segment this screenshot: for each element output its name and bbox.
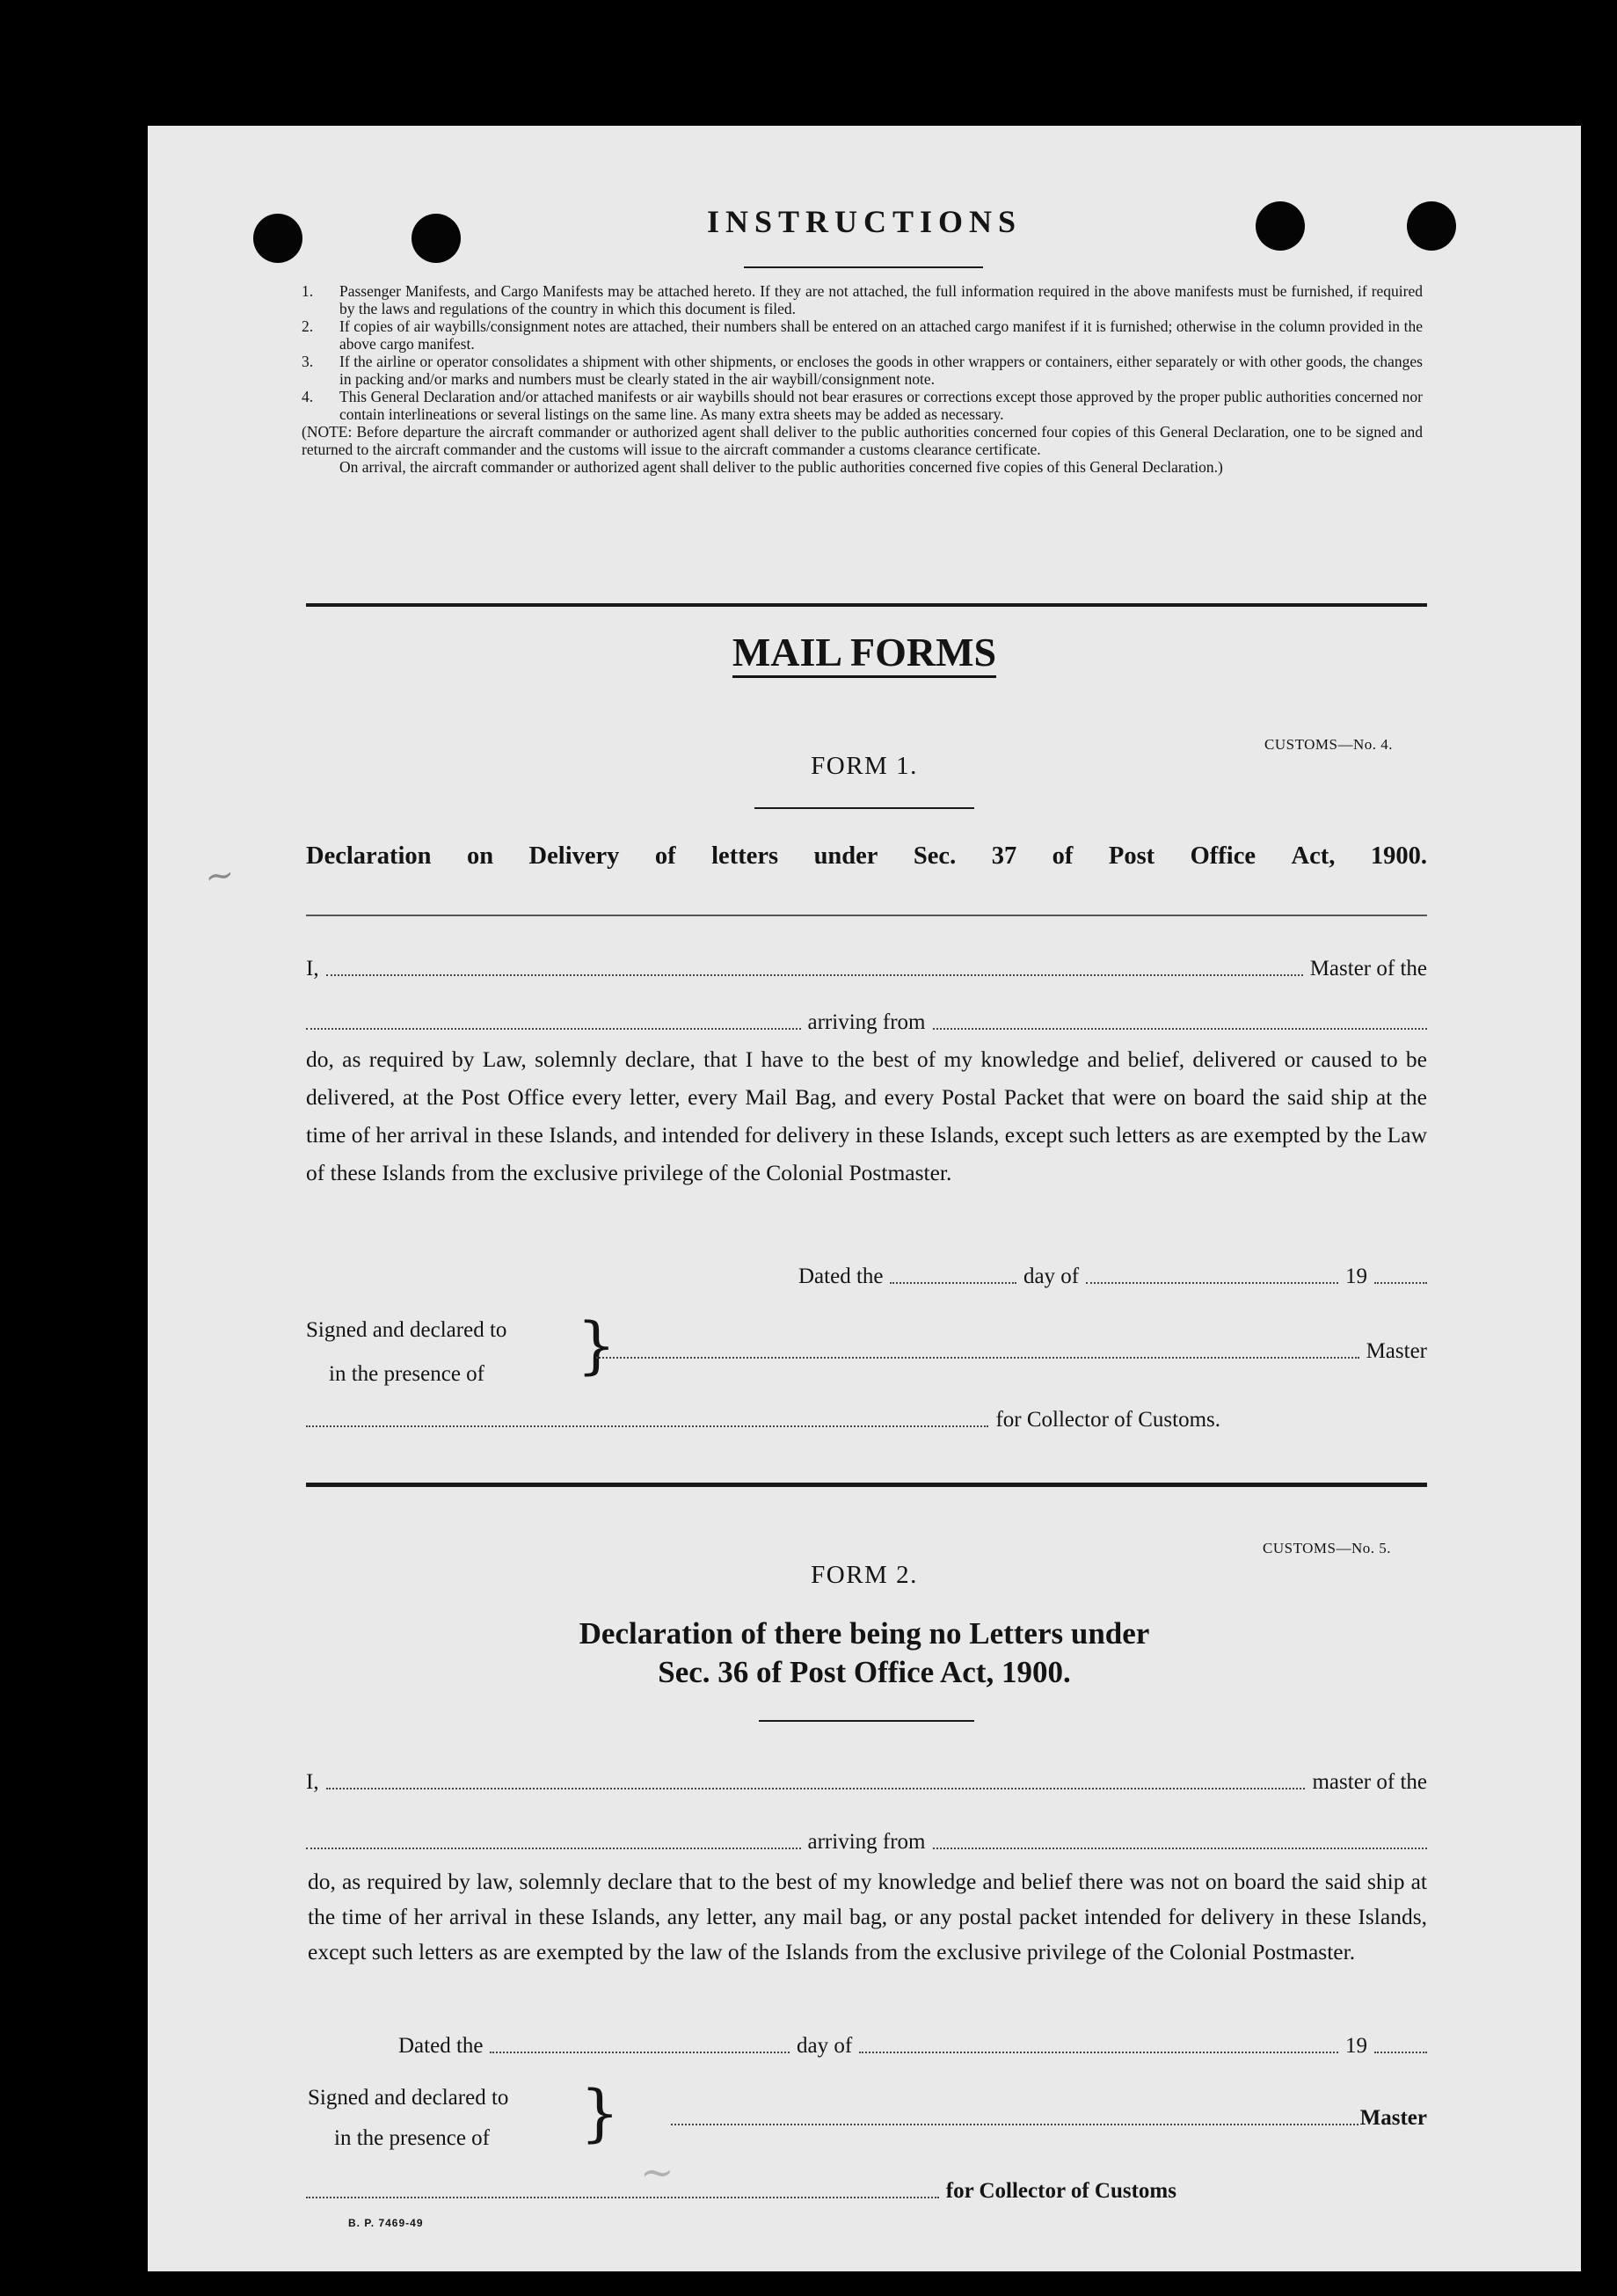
dated-day-field[interactable] — [490, 2051, 790, 2053]
form2-arriving-line: arriving from — [306, 1830, 1427, 1855]
arriving-from-field[interactable] — [933, 1027, 1428, 1030]
section-divider — [306, 603, 1427, 607]
divider — [306, 915, 1427, 916]
form-title: FORM 1. — [811, 752, 918, 780]
divider — [744, 266, 983, 268]
master-signature-field[interactable] — [671, 2123, 1358, 2125]
instruction-note: (NOTE: Before departure the aircraft commander or authorized agent shall deliver to the public authorities concerned four copies of this General Declaration, one to be signed and returned to the aircraft commander and the customs will issue to the aircraft commander a customs clearance certificate. — [302, 423, 1423, 458]
section-divider — [306, 1483, 1427, 1487]
instruction-item: 4. This General Declaration and/or attached manifests or air waybills should not bear erasures or corrections except those approved by the proper public authorities concerned nor contain interlineations or several listings on the same line. As many extra sheets may be added as necessary. — [302, 388, 1423, 423]
instruction-note: On arrival, the aircraft commander or authorized agent shall deliver to the public authorities concerned five copies of this General Declaration.) — [339, 458, 1223, 476]
form2-dated-line: Dated the day of 19 — [398, 2034, 1427, 2059]
form1-collector-line: for Collector of Customs. — [306, 1408, 1220, 1432]
master-name-field[interactable] — [326, 973, 1303, 976]
master-signature-field[interactable] — [596, 1356, 1359, 1359]
instructions-list — [302, 282, 1423, 476]
ship-name-field[interactable] — [306, 1027, 801, 1030]
form2-declaration-body: do, as required by law, solemnly declare that to the best of my knowledge and belief there was not on board the said ship at the time of her arrival in these Islands, any letter, any mail bag, or any postal packet intended for delivery in these Islands, except such letters as are exempted by the law of the Islands from the exclusive privilege of the Colonial Postmaster. — [308, 1869, 1427, 1964]
collector-signature-field[interactable] — [306, 2196, 939, 2198]
form1-master-signature-line: Master — [596, 1339, 1427, 1364]
brace: } — [577, 1309, 616, 1381]
dated-year-field[interactable] — [1374, 2051, 1427, 2053]
handwriting-mark: ~ — [201, 853, 237, 899]
form1-dated-line: Dated the day of 19 — [798, 1265, 1427, 1289]
dated-month-field[interactable] — [859, 2051, 1338, 2053]
brace: } — [580, 2077, 620, 2149]
dated-year-field[interactable] — [1374, 1281, 1427, 1284]
master-name-field[interactable] — [326, 1787, 1306, 1789]
form-title: FORM 2. — [811, 1561, 918, 1589]
dated-month-field[interactable] — [1086, 1281, 1338, 1284]
form1-arriving-line: arriving from — [306, 1010, 1427, 1035]
customs-number: CUSTOMS—No. 5. — [1263, 1540, 1392, 1556]
handwriting-mark: ~ — [640, 2148, 674, 2196]
form2-declaration-heading: Declaration of there being no Letters under Sec. 36 of Post Office Act, 1900. — [579, 1616, 1150, 1689]
form2-master-signature-line: Master — [671, 2106, 1427, 2131]
customs-number: CUSTOMS—No. 4. — [1264, 736, 1394, 753]
form2-collector-line: for Collector of Customs — [306, 2179, 1176, 2204]
instruction-item: 3. If the airline or operator consolidates a shipment with other shipments, or encloses the goods in other wrappers or containers, either separately or with other goods, the changes in packing and/or marks and numbers must be clearly stated in the air waybill/consignment note. — [302, 353, 1423, 388]
instruction-item: 1. Passenger Manifests, and Cargo Manifests may be attached hereto. If they are not attached, the full information required in the above manifests must be furnished, if required by the laws and regulations of the country in which this document is filed. — [302, 282, 1423, 317]
instructions-title: INSTRUCTIONS — [706, 204, 1023, 239]
dated-day-field[interactable] — [890, 1281, 1016, 1284]
form2-signed-label: Signed and declared to in the presence of — [308, 2086, 509, 2150]
form1-signed-label: Signed and declared to in the presence of — [306, 1318, 507, 1386]
divider — [759, 1720, 974, 1722]
mail-forms-title: MAIL FORMS — [148, 629, 1581, 675]
arriving-from-field[interactable] — [933, 1847, 1428, 1849]
form1-master-line: I, Master of the — [306, 957, 1427, 980]
form2-master-line: I, master of the — [306, 1770, 1427, 1794]
document-page — [148, 126, 1581, 2271]
ship-name-field[interactable] — [306, 1847, 801, 1849]
print-code: B. P. 7469-49 — [348, 2217, 424, 2229]
form1-declaration-heading: Declaration on Delivery of letters under Sec. 37 of Post Office Act, 1900. — [306, 842, 1427, 870]
form1-declaration-body: do, as required by Law, solemnly declare, that I have to the best of my knowledge and belief, delivered or caused to be delivered, at the Post Office every letter, every Mail Bag, and every Postal Packet that were on board the said ship at the time of her arrival in these Islands, and intended for delivery in these Islands, except such letters as are exempted by the Law of these Islands from the exclusive privilege of the Colonial Postmaster. — [306, 1046, 1427, 1185]
collector-signature-field[interactable] — [306, 1425, 988, 1427]
divider — [754, 807, 974, 809]
instruction-item: 2. If copies of air waybills/consignment notes are attached, their numbers shall be entered on an attached cargo manifest if it is furnished; otherwise in the column provided in the above cargo manifest. — [302, 317, 1423, 353]
